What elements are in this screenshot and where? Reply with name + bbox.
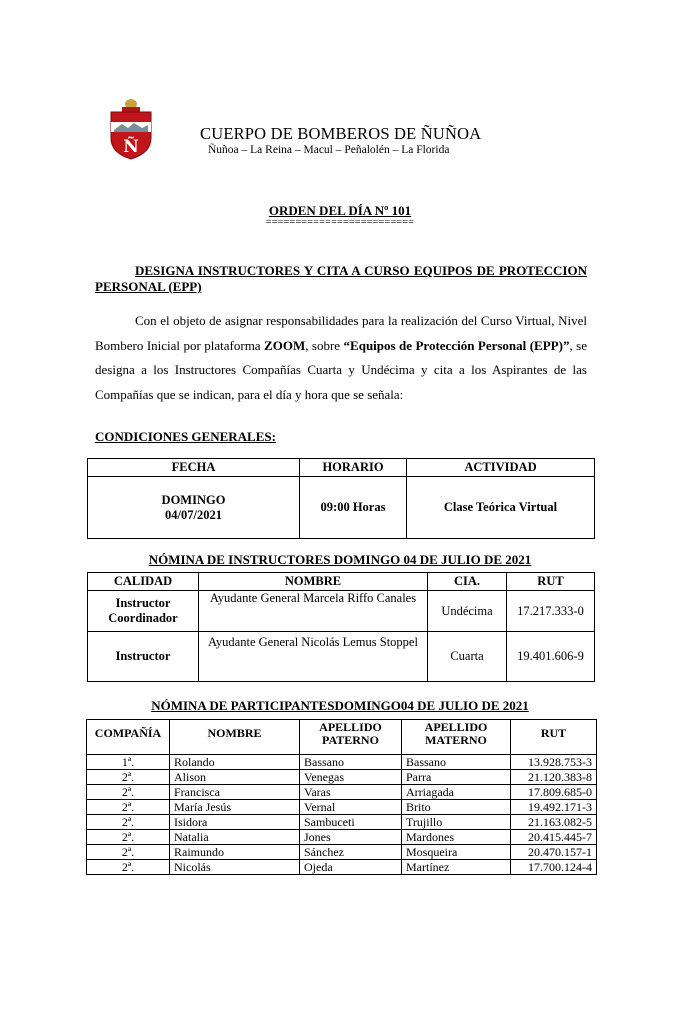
date-cell <box>88 477 300 539</box>
fire-department-logo <box>108 98 154 160</box>
body-zoom: ZOOM <box>264 337 306 353</box>
header-cell: CALIDAD <box>88 573 199 591</box>
header-cell: RUT <box>507 573 595 591</box>
instructors-header-row <box>88 573 595 591</box>
conditions-table <box>87 458 595 539</box>
header-cell: NOMBRE <box>170 720 300 755</box>
cia-cell: Undécima <box>428 591 507 632</box>
table-row <box>87 860 597 875</box>
first-name-cell: Natalia <box>170 830 300 845</box>
order-title: ORDEN DEL DÍA Nº 101 <box>268 203 412 218</box>
date-value: 04/07/2021 <box>165 507 222 522</box>
organization-name: CUERPO DE BOMBEROS DE ÑUÑOA <box>200 124 482 143</box>
cia-cell: Cuarta <box>428 632 507 682</box>
table-row <box>87 785 597 800</box>
rut-cell: 17.809.685-0 <box>511 785 597 800</box>
name-cell: Ayudante General Marcela Riffo Canales <box>199 591 428 632</box>
maternal-surname-cell: Mosqueira <box>402 845 511 860</box>
participants-title: NÓMINA DE PARTICIPANTESDOMINGO04 DE JULIO DE 2021 <box>151 698 529 713</box>
participants-header-row <box>87 720 597 755</box>
header-cell: CIA. <box>428 573 507 591</box>
organization-communes: Ñuñoa – La Reina – Macul – Peñalolén – La Florida <box>208 144 450 156</box>
rut-cell: 19.401.606-9 <box>507 632 595 682</box>
first-name-cell: Rolando <box>170 755 300 770</box>
body-text-1: Con el objeto de asignar responsabilidades para la realización del Curso Virtual, Nivel Bombero Inicial por plataforma <box>95 313 587 353</box>
first-name-cell: Raimundo <box>170 845 300 860</box>
table-row <box>87 755 597 770</box>
rut-cell: 13.928.753-3 <box>511 755 597 770</box>
svg-text:Ñ: Ñ <box>123 137 139 157</box>
paternal-surname-cell: Jones <box>300 830 402 845</box>
rut-cell: 17.217.333-0 <box>507 591 595 632</box>
paternal-surname-cell: Venegas <box>300 770 402 785</box>
order-title-rule: ========================= <box>265 217 415 228</box>
quality-cell: Instructor <box>88 632 199 682</box>
time-cell: 09:00 Horas <box>300 477 407 539</box>
body-epp: “Equipos de Protección Personal (EPP)” <box>343 337 570 353</box>
activity-cell: Clase Teórica Virtual <box>407 477 595 539</box>
header-cell: HORARIO <box>300 459 407 477</box>
table-row <box>88 632 595 682</box>
maternal-surname-cell: Martínez <box>402 860 511 875</box>
conditions-header-row <box>88 459 595 477</box>
maternal-surname-cell: Bassano <box>402 755 511 770</box>
first-name-cell: Isidora <box>170 815 300 830</box>
paternal-surname-cell: Varas <box>300 785 402 800</box>
paternal-surname-cell: Sánchez <box>300 845 402 860</box>
header-cell: FECHA <box>88 459 300 477</box>
name-cell: Ayudante General Nicolás Lemus Stoppel <box>199 632 428 682</box>
company-cell: 2ª. <box>87 830 170 845</box>
rut-cell: 20.415.445-7 <box>511 830 597 845</box>
table-row <box>87 800 597 815</box>
header-cell: NOMBRE <box>199 573 428 591</box>
header-cell: RUT <box>511 720 597 755</box>
header-cell: APELLIDO MATERNO <box>402 720 511 755</box>
company-cell: 2ª. <box>87 860 170 875</box>
table-row <box>87 830 597 845</box>
participants-table <box>86 719 597 875</box>
conditions-title: CONDICIONES GENERALES: <box>95 429 276 444</box>
first-name-cell: Nicolás <box>170 860 300 875</box>
order-subject: DESIGNA INSTRUCTORES Y CITA A CURSO EQUIPOS DE PROTECCION PERSONAL (EPP) <box>95 263 587 294</box>
maternal-surname-cell: Parra <box>402 770 511 785</box>
instructors-title: NÓMINA DE INSTRUCTORES DOMINGO 04 DE JULIO DE 2021 <box>148 552 532 567</box>
maternal-surname-cell: Trujillo <box>402 815 511 830</box>
company-cell: 2ª. <box>87 800 170 815</box>
body-text-3: , se designa a los Instructores Compañías Cuarta y Undécima y cita a los Aspirantes de las Compañías que se indican, para el día y hora que se señala: <box>95 337 587 402</box>
rut-cell: 17.700.124-4 <box>511 860 597 875</box>
first-name-cell: María Jesús <box>170 800 300 815</box>
rut-cell: 21.163.082-5 <box>511 815 597 830</box>
table-row <box>87 845 597 860</box>
instructors-table <box>87 572 595 682</box>
date-day: DOMINGO <box>161 492 226 507</box>
company-cell: 2ª. <box>87 785 170 800</box>
body-text-2: , sobre <box>305 337 344 353</box>
maternal-surname-cell: Brito <box>402 800 511 815</box>
company-cell: 2ª. <box>87 815 170 830</box>
header-cell: ACTIVIDAD <box>407 459 595 477</box>
rut-cell: 21.120.383-8 <box>511 770 597 785</box>
maternal-surname-cell: Mardones <box>402 830 511 845</box>
order-body-paragraph <box>95 309 587 407</box>
paternal-surname-cell: Sambuceti <box>300 815 402 830</box>
header-cell: APELLIDO PATERNO <box>300 720 402 755</box>
table-row <box>87 815 597 830</box>
rut-cell: 20.470.157-1 <box>511 845 597 860</box>
first-name-cell: Alison <box>170 770 300 785</box>
first-name-cell: Francisca <box>170 785 300 800</box>
maternal-surname-cell: Arriagada <box>402 785 511 800</box>
company-cell: 2ª. <box>87 845 170 860</box>
header-cell: COMPAÑÍA <box>87 720 170 755</box>
paternal-surname-cell: Vernal <box>300 800 402 815</box>
company-cell: 2ª. <box>87 770 170 785</box>
company-cell: 1ª. <box>87 755 170 770</box>
paternal-surname-cell: Ojeda <box>300 860 402 875</box>
table-row <box>87 770 597 785</box>
paternal-surname-cell: Bassano <box>300 755 402 770</box>
quality-cell: Instructor Coordinador <box>88 591 199 632</box>
rut-cell: 19.492.171-3 <box>511 800 597 815</box>
table-row <box>88 591 595 632</box>
conditions-row <box>88 477 595 539</box>
